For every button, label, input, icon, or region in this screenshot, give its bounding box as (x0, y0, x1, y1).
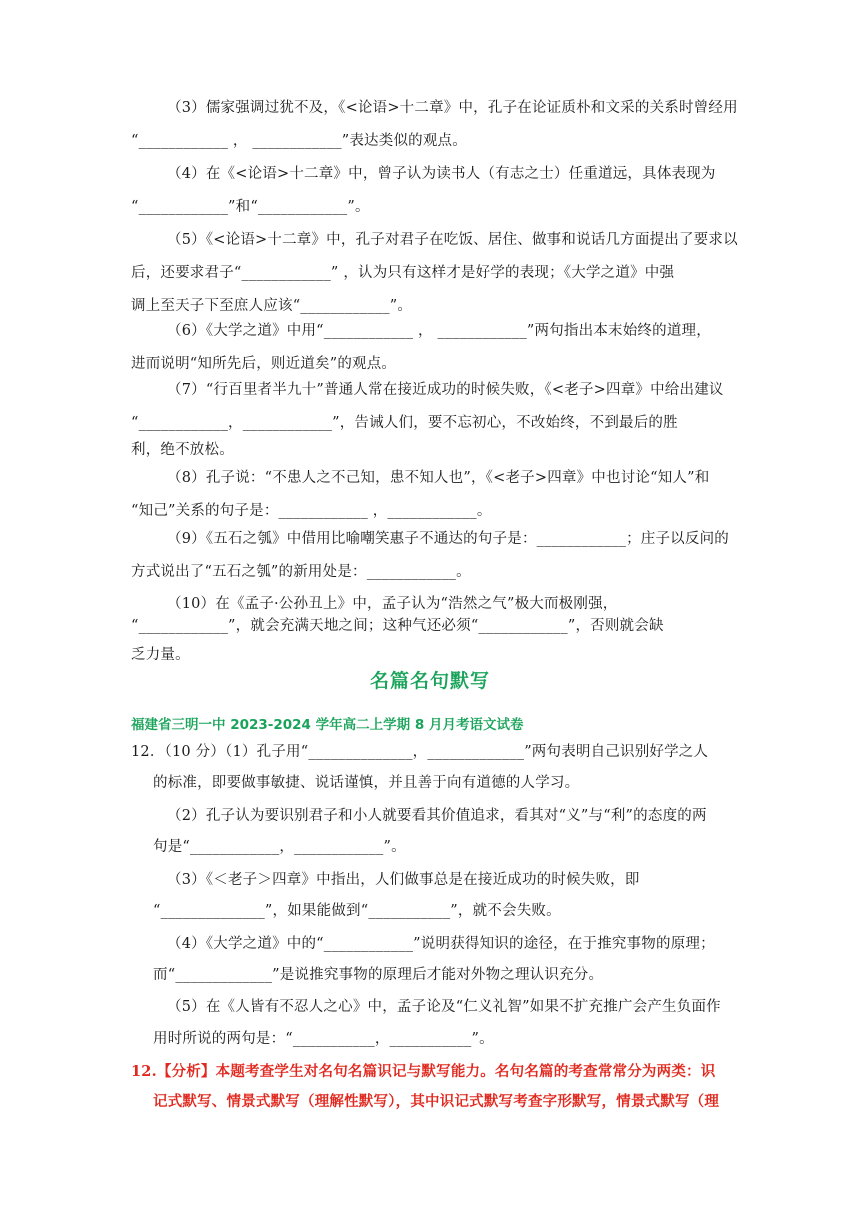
question-line: 的标准，即要做事敏捷、说话谨慎，并且善于向有道德的人学习。 (153, 775, 580, 791)
question-line: 而“_____________”是说推究事物的原理后才能对外物之理认识充分。 (153, 967, 604, 983)
analysis-line (131, 1062, 715, 1082)
section-title: 名篇名句默写 (369, 670, 490, 692)
text-line: 利，绝不放松。 (131, 442, 234, 458)
text-line: （7）“行百里者半九十”普通人常在接近成功的时候失败，《<老子>四章》中给出建议 (167, 382, 724, 398)
text-line: （10）在《孟子·公孙丑上》中，孟子认为“浩然之气”极大而极刚强， (167, 596, 618, 612)
text-line: （8）孔子说：“不患人之不己知，患不知人也”，《<老子>四章》中也讨论“知人”和 (167, 470, 710, 486)
text-line: （5）《<论语>十二章》中，孔子对君子在吃饭、居住、做事和说话几方面提出了要求以 (167, 232, 738, 248)
text-line: 方式说出了“五石之瓠”的新用处是：____________。 (131, 564, 471, 580)
question-line: （4）《大学之道》中的“____________”说明获得知识的途径，在于推究事物的原理； (167, 936, 715, 952)
question-line: （5）在《人皆有不忍人之心》中，孟子论及“仁义礼智”如果不扩充推广会产生负面作 (167, 999, 721, 1015)
text-line: 乏力量。 (131, 647, 190, 663)
analysis-number: 12. (131, 1063, 157, 1080)
text-line: （9）《五石之瓠》中借用比喻嘲笑惠子不通达的句子是：____________；庄子以反问的 (167, 531, 729, 547)
text-line: “____________，____________”，告诫人们，要不忘初心，不改始终，不到最后的胜 (131, 415, 678, 431)
question-line: 用时所说的两句是：“___________，___________”。 (153, 1031, 494, 1047)
question-line: “______________”，如果能做到“___________”，就不会失败。 (153, 903, 561, 919)
text-line: 进而说明“知所先后，则近道矣”的观点。 (131, 356, 397, 372)
question-line: （2）孔子认为要识别君子和小人就要看其价值追求，看其对“义”与“利”的态度的两 (167, 808, 707, 824)
text-line: （3）儒家强调过犹不及，《<论语>十二章》中，孔子在论证质朴和文采的关系时曾经用 (167, 100, 738, 116)
text-line: （4）在《<论语>十二章》中，曾子认为读书人（有志之士）任重道远，具体表现为 (167, 166, 716, 182)
exam-source: 福建省三明一中 2023-2024 学年高二上学期 8 月月考语文试卷 (131, 717, 524, 733)
text-line: “知己”关系的句子是：____________ ，____________。 (131, 503, 492, 519)
text-line: （6）《大学之道》中用“____________ ， ____________”两句指出本末始终的道理， (167, 323, 711, 339)
analysis-text: 【分析】本题考查学生对名句名篇识记与默写能力。名句名篇的考查常常分为两类：识 (156, 1063, 716, 1080)
text-line: “____________ ， ____________”表达类似的观点。 (131, 133, 467, 149)
text-line: “____________”，就会充满天地之间；这种气还必须“____________”，否则就会缺 (131, 618, 664, 634)
question-line: 句是“____________，____________”。 (153, 839, 406, 855)
text-line: 调上至天子下至庶人应该“____________”。 (131, 298, 413, 314)
text-line: 后，还要求君子“____________” ，认为只有这样才是好学的表现；《大学之道》中强 (131, 265, 675, 281)
question-line: 12．（10 分）（1）孔子用“______________，_____________”两句表明自己识别好学之人 (131, 744, 709, 760)
analysis-line: 记式默写、情景式默写（理解性默写），其中识记式默写考查字形默写，情景式默写（理 (153, 1093, 720, 1110)
question-line: （3）《＜老子＞四章》中指出，人们做事总是在接近成功的时候失败，即 (167, 872, 640, 888)
text-line: “____________”和“____________”。 (131, 199, 370, 215)
